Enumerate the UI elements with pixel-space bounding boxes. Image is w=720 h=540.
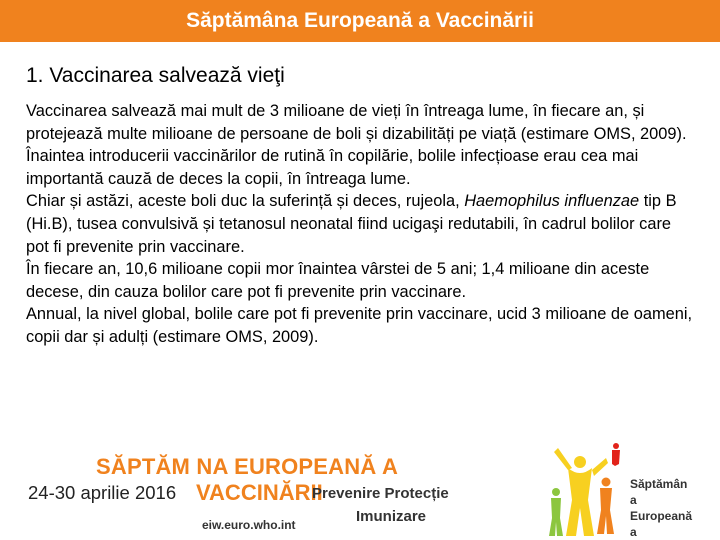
title-bar [0, 0, 720, 42]
paragraph-text: tip B (Hi.B), tusea convulsivă și tetanosul neonatal fiind ucigaşi redutabili, în cadrul bolilor care pot fi prevenite prin vaccinare. [26, 192, 677, 256]
paragraph: Înaintea introducerii vaccinărilor de rutină în copilărie, bolile infecțioase erau cea mai importantă cauză de deces la copii, în întreaga lume. [26, 147, 639, 188]
paragraph: Annual, la nivel global, bolile care pot fi prevenite prin vaccinare, ucid 3 milioane de oameni, copii dar și adulți (estimare OMS, 2009). [26, 305, 693, 346]
paragraph: În fiecare an, 10,6 milioane copii mor înaintea vârstei de 5 ani; 1,4 milioane din aceste decese, din cauza bolilor care pot fi prevenite prin vaccinare. [26, 260, 650, 301]
section-heading: 1. Vaccinarea salvează vieţi [26, 64, 285, 87]
paragraph [26, 190, 698, 258]
body-text [26, 100, 698, 349]
logo-figure-orange [597, 478, 614, 535]
side-text-line: Săptămân [630, 477, 688, 491]
logo-figure-green [549, 488, 563, 536]
page-title: Săptămâna Europeană a Vaccinării [186, 9, 534, 32]
campaign-date: 24-30 aprilie 2016 [28, 482, 177, 503]
paragraph-text: Chiar și astăzi, aceste boli duc la suferință și deces, rujeola, [26, 192, 465, 211]
side-text-line: a [630, 525, 637, 539]
campaign-keywords-line-2: Imunizare [356, 508, 427, 525]
campaign-title-line-2: VACCINĂRII [196, 480, 323, 505]
side-text-line: a [630, 493, 637, 507]
campaign-url: eiw.euro.who.int [202, 518, 296, 532]
campaign-side-text [630, 476, 716, 540]
paragraph-italic-text: Haemophilus influenzae [464, 192, 640, 211]
paragraph: Vaccinarea salvează mai mult de 3 milioane de vieți în întreaga lume, în fiecare an, și protejează multe milioane de persoane de boli și dizabilități pe viață (estimare OMS, 2009). [26, 102, 687, 143]
logo-figure-red [612, 443, 620, 466]
campaign-keywords-line-1: Prevenire Protecție [312, 485, 449, 502]
campaign-logo-icon [546, 438, 624, 540]
campaign-title-line-1: SĂPTĂM NA EUROPEANĂ A [96, 454, 399, 479]
side-text-line: Europeană [630, 509, 693, 523]
